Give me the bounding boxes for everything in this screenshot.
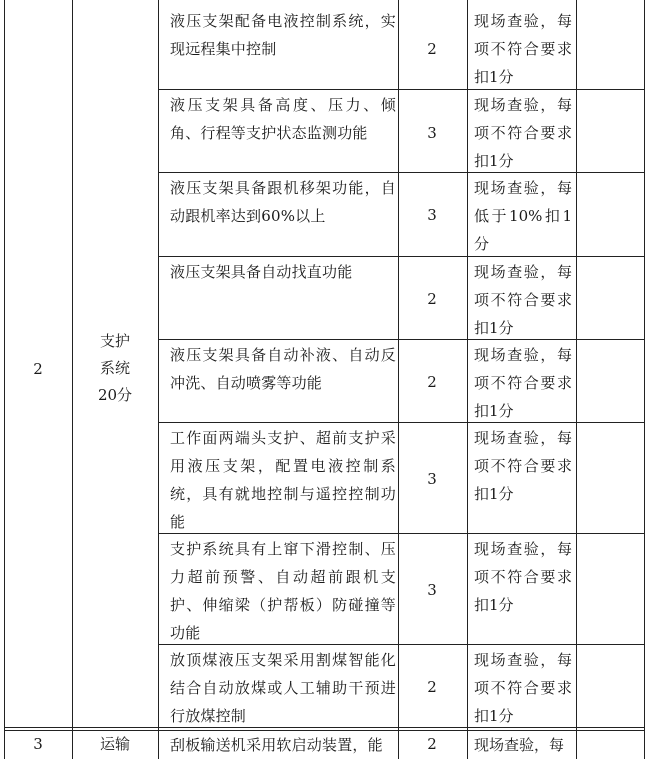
table-row-method: 现场查验，每项不符合要求扣1分	[474, 96, 572, 170]
table-row-item: 液压支架具备跟机移架功能，自动跟机率达到60%以上	[170, 179, 396, 225]
table-row-score: 3	[427, 124, 437, 142]
table-row-score: 2	[427, 40, 437, 58]
next-group-category: 运输	[99, 735, 130, 753]
next-group-index: 3	[33, 735, 43, 753]
group-index: 2	[33, 360, 43, 378]
group-category-line: 20分	[97, 386, 133, 404]
table-row-item: 放顶煤液压支架采用割煤智能化结合自动放煤或人工辅助干预进行放煤控制	[170, 651, 396, 725]
table-row-method: 现场查验，每项不符合要求扣1分	[474, 651, 572, 725]
group-category-line: 支护	[99, 332, 130, 350]
table-row-method: 现场查验，每项不符合要求扣1分	[474, 12, 572, 86]
table-row-item: 支护系统具有上窜下滑控制、压力超前预警、自动超前跟机支护、伸缩梁（护帮板）防碰撞等功能	[170, 540, 396, 642]
table-row-item: 液压支架具备自动找直功能	[170, 263, 353, 281]
table-row-score: 2	[427, 290, 437, 308]
table-row-method: 现场查验，每低于10%扣1分	[474, 179, 572, 253]
table-row-item: 液压支架具备自动补液、自动反冲洗、自动喷雾等功能	[170, 346, 396, 392]
table-row-score: 3	[427, 206, 437, 224]
table-row-item: 工作面两端头支护、超前支护采用液压支架，配置电液控制系统，具有就地控制与遥控控制功能	[170, 429, 396, 531]
table-row-method: 现场查验，每	[474, 736, 565, 754]
table-row-method: 现场查验，每项不符合要求扣1分	[474, 429, 572, 503]
table-row-method: 现场查验，每项不符合要求扣1分	[474, 540, 572, 614]
table-row-score: 2	[427, 373, 437, 391]
table-row-method: 现场查验，每项不符合要求扣1分	[474, 346, 572, 420]
table-divider-method	[576, 0, 577, 759]
table-row-item: 刮板输送机采用软启动装置，能	[170, 736, 383, 754]
table-row-method: 现场查验，每项不符合要求扣1分	[474, 263, 572, 337]
table-divider-category	[158, 0, 159, 759]
table-divider-score	[467, 0, 468, 759]
table-row-score: 3	[427, 581, 437, 599]
table-row-item: 液压支架具备高度、压力、倾角、行程等支护状态监测功能	[170, 96, 396, 142]
table-row-score: 2	[427, 678, 437, 696]
table-border-right	[644, 0, 645, 759]
table-row-score: 3	[427, 470, 437, 488]
table-row-score: 2	[427, 735, 437, 753]
table-row-item: 液压支架配备电液控制系统，实现远程集中控制	[170, 12, 396, 58]
group-category-line: 系统	[99, 359, 130, 377]
group-category	[72, 328, 158, 409]
